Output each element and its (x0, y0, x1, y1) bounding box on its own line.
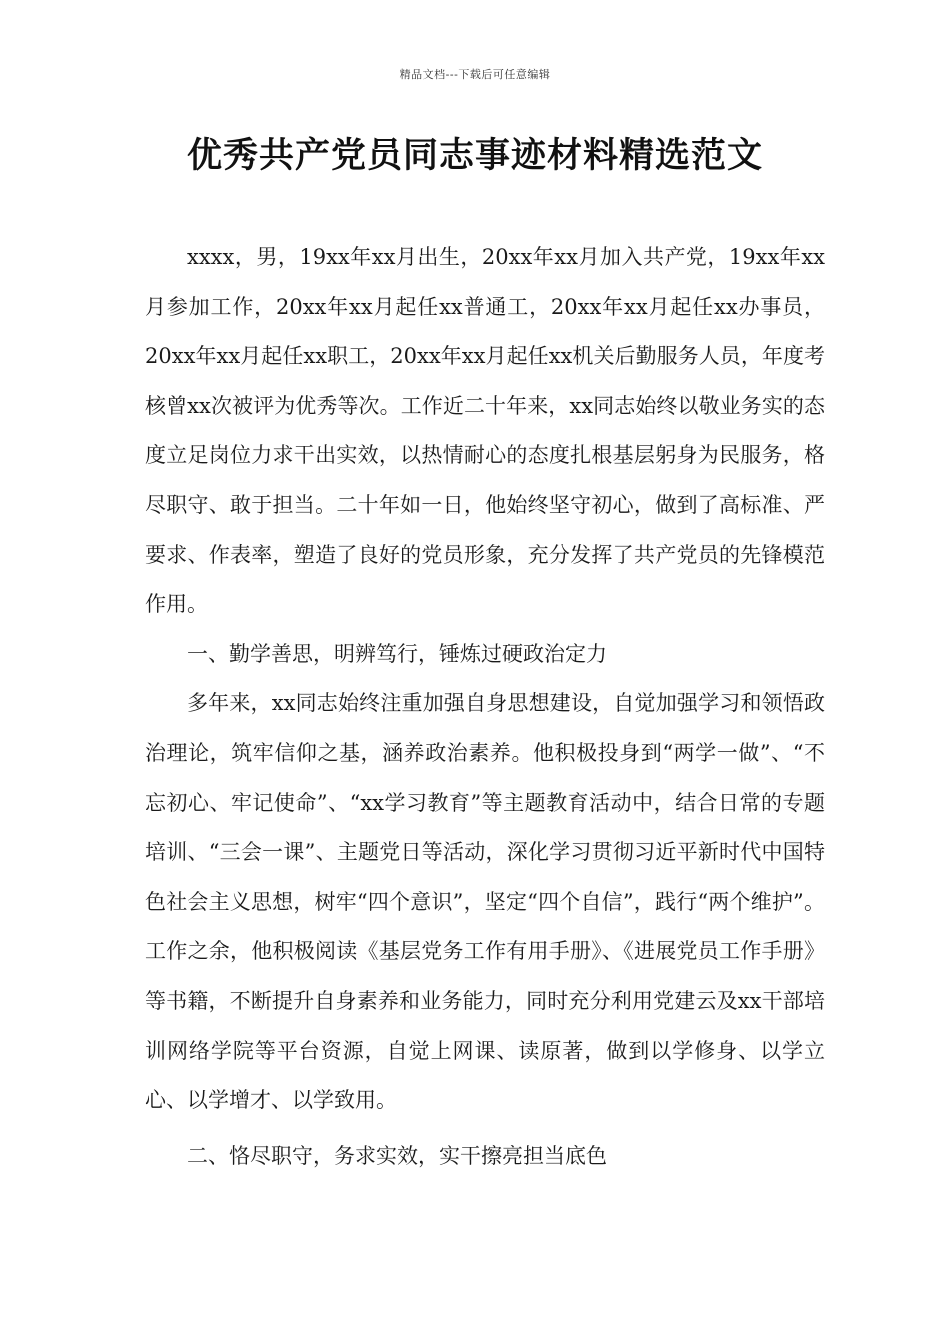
document-body (145, 233, 825, 1181)
section-heading-2: 二、恪尽职守，务求实效，实干擦亮担当底色 (187, 1143, 607, 1168)
section-heading-1: 一、勤学善思，明辨笃行，锤炼过硬政治定力 (187, 641, 607, 666)
header-note: 精品文档---下载后可任意编辑 (399, 68, 551, 81)
intro-paragraph: xxxx，男，19xx年xx月出生，20xx年xx月加入共产党，19xx年xx月参加工作，20xx年xx月起任xx普通工，20xx年xx月起任xx办事员，20xx年xx月起任xx职工，20xx年xx月起任xx机关后勤服务人员，年度考核曾xx次被评为优秀等次。工作近二十年来，xx同志始终以敬业务实的态度立足岗位力求干出实效，以热情耐心的态度扎根基层躬身为民服务，格尽职守、敢于担当。二十年如一日，他始终坚守初心，做到了高标准、严要求、作表率，塑造了良好的党员形象，充分发挥了共产党员的先锋模范作用。 (145, 245, 825, 617)
document-title: 优秀共产党员同志事迹材料精选范文 (186, 136, 763, 176)
section-paragraph-1: 多年来，xx同志始终注重加强自身思想建设，自觉加强学习和领悟政治理论，筑牢信仰之基，涵养政治素养。他积极投身到“两学一做”、“不忘初心、牢记使命”、“xx学习教育”等主题教育活动中，结合日常的专题培训、“三会一课”、主题党日等活动，深化学习贯彻习近平新时代中国特色社会主义思想，树牢“四个意识”，坚定“四个自信”，践行“两个维护”。工作之余，他积极阅读《基层党务工作有用手册》、《进展党员工作手册》等书籍，不断提升自身素养和业务能力，同时充分利用党建云及xx干部培训网络学院等平台资源，自觉上网课、读原著，做到以学修身、以学立心、以学增才、以学致用。 (145, 691, 825, 1113)
